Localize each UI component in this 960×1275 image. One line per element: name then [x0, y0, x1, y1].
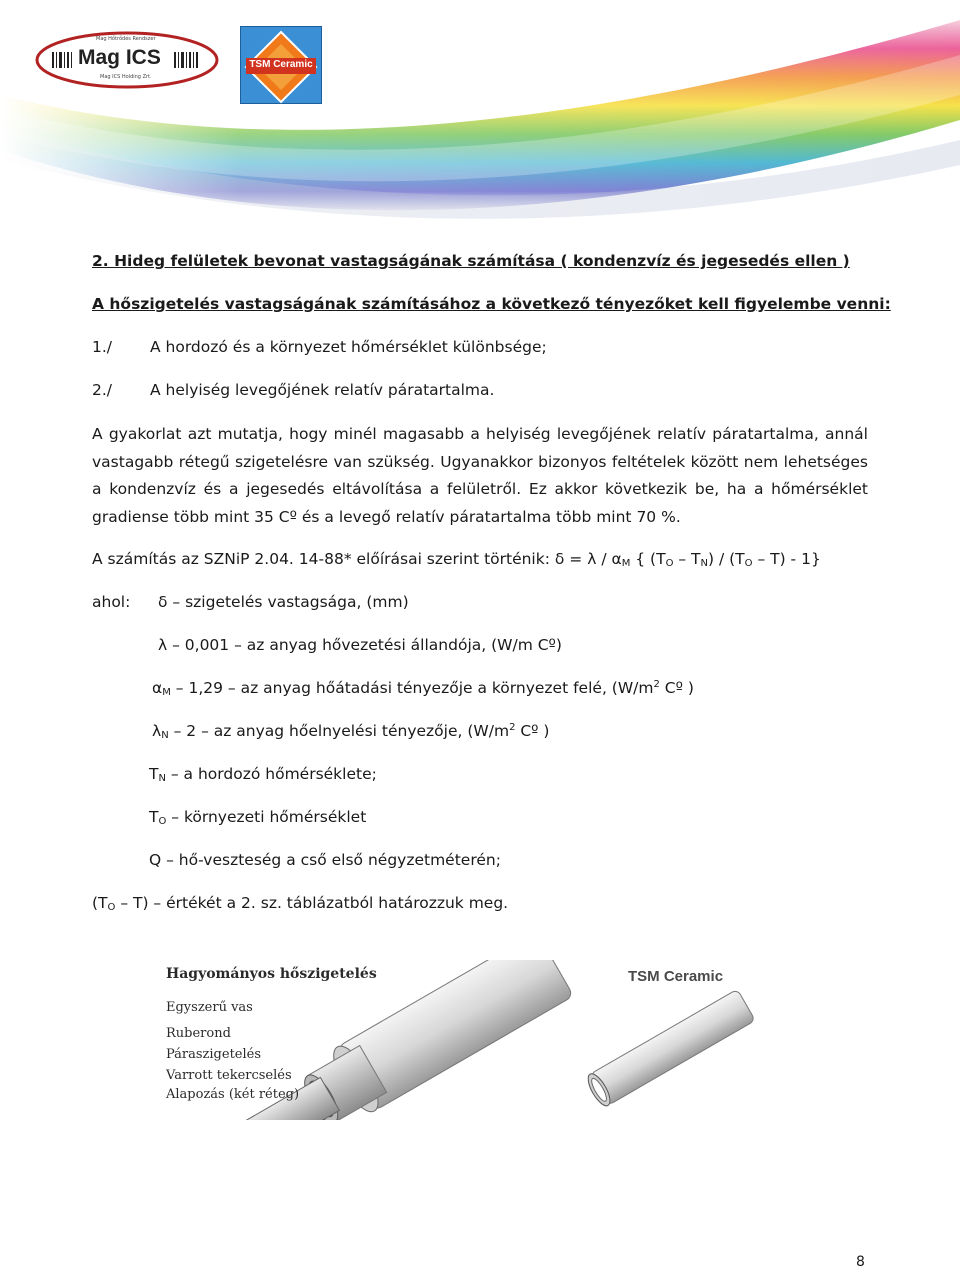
list-item-text: A hordozó és a környezet hőmérséklet különbsége;	[150, 338, 547, 356]
legend-tn: $T_N$ – a hordozó hőmérséklete;	[149, 765, 377, 784]
figure-layer-label: Alapozás (két réteg)	[166, 1087, 300, 1102]
formula-intro: A számítás az SZNiP 2.04. 14-88* előírásai szerint történik:	[92, 550, 550, 568]
mag-ics-logo-text: Mag ICS	[78, 46, 161, 69]
formula-line	[92, 550, 821, 569]
figure-layer-label: Egyszerű vas	[166, 1000, 253, 1015]
list-item	[92, 381, 494, 399]
list-item-number: 2./	[92, 381, 113, 399]
section-title: 2. Hideg felületek bevonat vastagságának számítása ( kondenzvíz és jegesedés ellen )	[92, 252, 850, 270]
body-paragraph: A gyakorlat azt mutatja, hogy minél magasabb a helyiség levegőjének relatív páratartalma, annál vastagabb rétegű szigetelésre van szükség. Ugyanakkor bizonyos feltételek között nem lehetséges a kondenzvíz és a jegesedés eltávolítása a felületről. Ez akkor következik be, ha a hőmérséklet gradiense több mint 35 Cº és a levegő relatív páratartalma több mint 70 %.	[92, 425, 868, 526]
page-number: 8	[856, 1254, 865, 1270]
section-subtitle: A hőszigetelés vastagságának számításához a következő tényezőket kell figyelembe venni:	[92, 295, 891, 313]
legend-q: Q – hő-veszteség a cső első négyzetméterén;	[149, 851, 501, 869]
legend-lambda: λ – 0,001 – az anyag hővezetési állandója, (W/m Cº)	[158, 636, 562, 654]
formula-expression: $\delta = \lambda / \alpha_M$ { $(T_O - T_N) / (T_O - T) - 1$}	[554, 550, 821, 569]
legend-lambda-n: $\lambda_N - 2$ – az anyag hőelnyelési tényezője, ($W/m^2$ Cº )	[152, 722, 550, 741]
list-item-text: A helyiség levegőjének relatív páratartalma.	[150, 381, 495, 399]
mag-ics-logo-top: Mag Hőtrődés Rendszer	[96, 36, 156, 42]
list-item-number: 1./	[92, 338, 113, 356]
legend-to: $T_O$ – környezeti hőmérséklet	[149, 808, 367, 827]
tsm-ceramic-logo	[240, 26, 322, 104]
figure-layer-label: Páraszigetelés	[166, 1047, 262, 1062]
legend-alpha: $\alpha_M - 1,29$ – az anyag hőátadási tényezője a környezet felé, ($W/m^2$ Cº )	[152, 679, 694, 698]
legend-last: $(T_O - T)$ – értékét a 2. sz. táblázatból határozzuk meg.	[92, 894, 509, 913]
figure-layer-label: Varrott tekercselés	[166, 1068, 292, 1083]
pipe-insulation-figure	[160, 960, 760, 1120]
tsm-ceramic-logo-text: TSM Ceramic	[249, 59, 313, 70]
legend-label: ahol:	[92, 593, 131, 611]
figure-left-title: Hagyományos hőszigetelés	[166, 966, 377, 982]
figure-layer-label: Ruberond	[166, 1026, 231, 1041]
mag-ics-logo-bottom: Mag ICS Holding Zrt.	[100, 74, 152, 80]
figure-right-title: TSM Ceramic	[628, 968, 724, 985]
mag-ics-logo	[34, 30, 220, 90]
list-item	[92, 338, 547, 356]
legend-delta: δ – szigetelés vastagsága, (mm)	[158, 593, 409, 611]
